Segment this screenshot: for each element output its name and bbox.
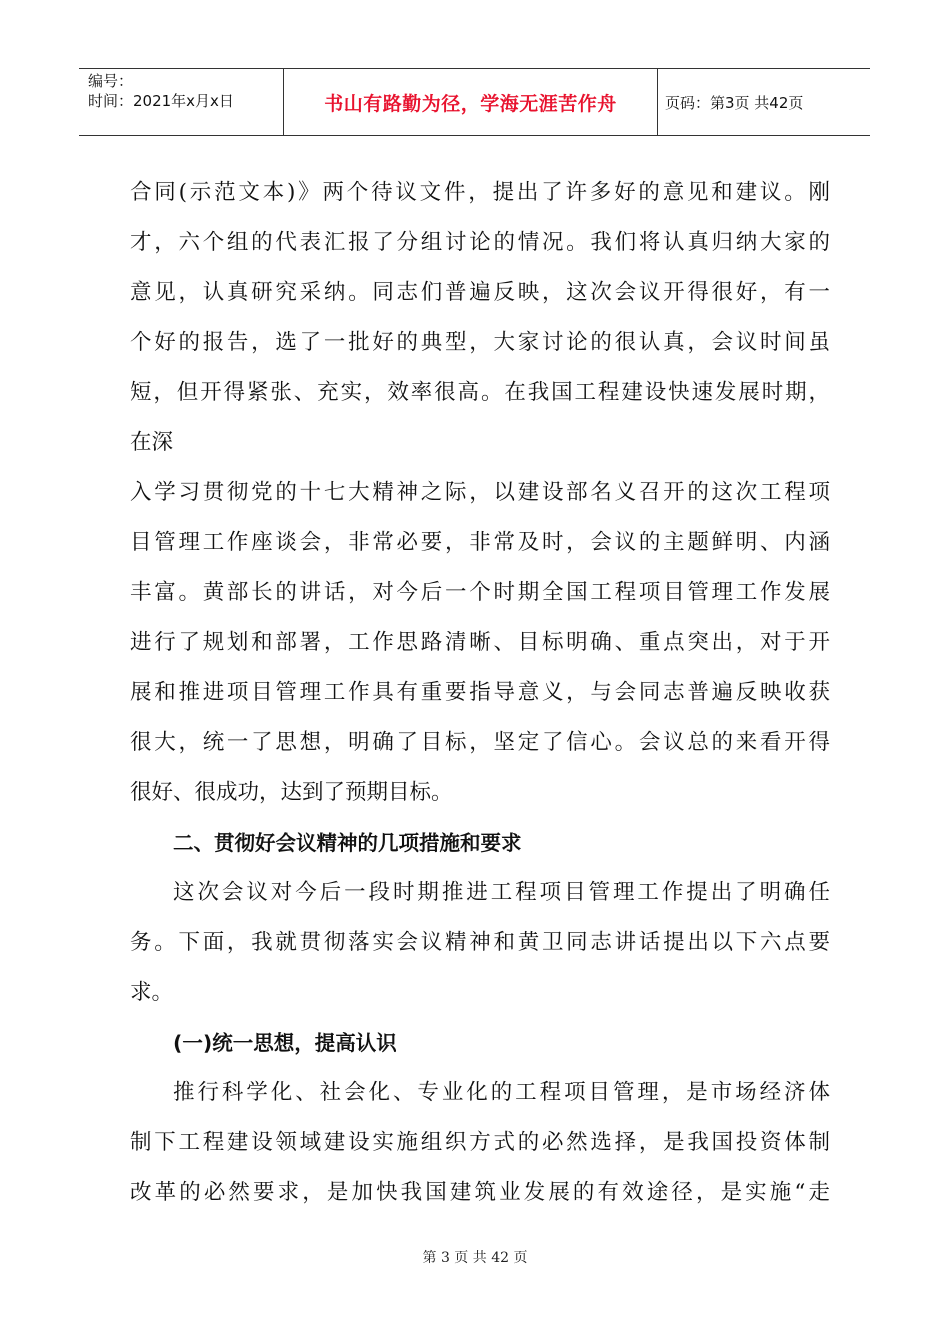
paragraph-line: 制下工程建设领域建设实施组织方式的必然选择，是我国投资体制 — [130, 1130, 830, 1155]
header-meta — [88, 71, 234, 111]
paragraph-line: 进行了规划和部署，工作思路清晰、目标明确、重点突出，对于开 — [130, 630, 830, 655]
header-slogan: 书山有路勤为径，学海无涯苦作舟 — [324, 92, 617, 115]
paragraph-line: 展和推进项目管理工作具有重要指导意义，与会同志普遍反映收获 — [130, 680, 830, 705]
paragraph-line: 求。 — [130, 980, 174, 1005]
paragraph-line: 合同(示范文本)》两个待议文件，提出了许多好的意见和建议。刚 — [130, 180, 830, 205]
paragraph-line: 短，但开得紧张、充实，效率很高。在我国工程建设快速发展时期， — [130, 380, 830, 405]
page-footer: 第 3 页 共 42 页 — [422, 1250, 528, 1266]
paragraph-line: 个好的报告，选了一批好的典型，大家讨论的很认真，会议时间虽 — [130, 330, 830, 355]
paragraph-line: 才，六个组的代表汇报了分组讨论的情况。我们将认真归纳大家的 — [130, 230, 830, 255]
header-divider-right — [657, 68, 658, 136]
document-time-label: 时间：2021年x月x日 — [88, 92, 234, 110]
paragraph-line: 在深 — [130, 430, 174, 455]
section-heading: 二、贯彻好会议精神的几项措施和要求 — [173, 831, 522, 855]
paragraph-line: 推行科学化、社会化、专业化的工程项目管理，是市场经济体 — [173, 1080, 830, 1105]
paragraph-line: 很大，统一了思想，明确了目标，坚定了信心。会议总的来看开得 — [130, 730, 830, 755]
paragraph-line: 改革的必然要求，是加快我国建筑业发展的有效途径，是实施“走 — [130, 1180, 830, 1205]
subsection-heading: (一)统一思想，提高认识 — [173, 1031, 397, 1055]
paragraph-line: 意见，认真研究采纳。同志们普遍反映，这次会议开得很好，有一 — [130, 280, 830, 305]
paragraph-line: 这次会议对今后一段时期推进工程项目管理工作提出了明确任 — [173, 880, 830, 905]
paragraph-line: 很好、很成功，达到了预期目标。 — [130, 780, 453, 805]
paragraph-line: 务。下面，我就贯彻落实会议精神和黄卫同志讲话提出以下六点要 — [130, 930, 830, 955]
paragraph-line: 目管理工作座谈会，非常必要，非常及时，会议的主题鲜明、内涵 — [130, 530, 830, 555]
paragraph-line: 入学习贯彻党的十七大精神之际，以建设部名义召开的这次工程项 — [130, 480, 830, 505]
document-number-label: 编号： — [88, 72, 134, 90]
paragraph-line: 丰富。黄部长的讲话，对今后一个时期全国工程项目管理工作发展 — [130, 580, 830, 605]
header-page-number: 页码：第3页 共42页 — [665, 94, 804, 112]
document-body — [130, 168, 830, 1218]
